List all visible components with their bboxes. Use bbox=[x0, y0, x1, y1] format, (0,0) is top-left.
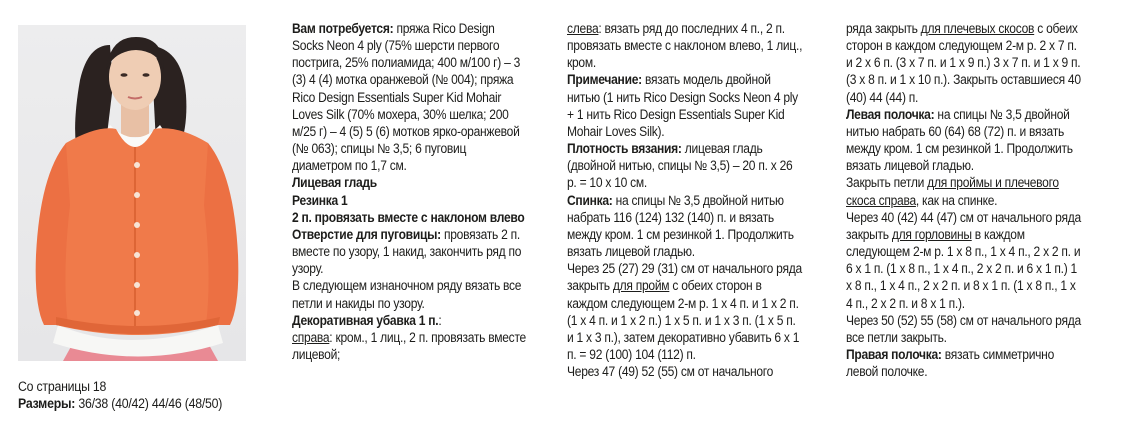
right-front-paragraph: Правая полочка: вязать симметрично левой полочке. bbox=[846, 346, 1054, 380]
close-stitches-paragraph: Закрыть петли для проймы и плечевого скоса справа, как на спинке. bbox=[846, 175, 1059, 208]
photo-caption bbox=[18, 378, 248, 412]
stockinette-heading: Лицевая гладь bbox=[292, 175, 377, 191]
note-paragraph: Примечание: вязать модель двойной нитью (1 нить Rico Design Socks Neon 4 ply + 1 нить Rico Design Essentials Super Kid Mohair Loves Silk). bbox=[567, 72, 798, 139]
sizes-line bbox=[18, 395, 248, 412]
text-column-3 bbox=[846, 20, 1082, 380]
shoulder-paragraph: ряда закрыть для плечевых скосов с обеих сторон в каждом следующем 2-м р. 2 х 7 п. и 2 х 6 п. (3 х 7 п. и 1 х 9 п.) 3 х 7 п. и 1 х 9 п. (3 х 8 п. и 1 х 10 п.). Закрыть оставшиеся 40 (40) 44 (44) п. bbox=[846, 21, 1081, 105]
materials-label: Вам потребуется: bbox=[292, 21, 394, 36]
sizes-label: Размеры: bbox=[18, 396, 76, 411]
text-column-2 bbox=[567, 20, 803, 380]
decrease-heading: Декоративная убавка 1 п.: bbox=[292, 312, 442, 328]
shoulder-start-paragraph: Через 47 (49) 52 (55) см от начального bbox=[567, 364, 774, 380]
model-illustration bbox=[18, 25, 246, 361]
neckline-paragraph: Через 40 (42) 44 (47) см от начального ряда закрыть для горловины в каждом следующем 2-м р. 1 х 8 п., 1 х 4 п., 2 х 2 п. и 6 х 1 п. (1 х 8 п., 1 х 4 п., 2 х 2 п. и 6 х 1 п.) 1 х 8 п., 1 х 4 п., 2 х 2 п. и 8 х 1 п. (1 х 8 п., 1 х 4 п., 2 х 2 п. и 8 х 1 п.). bbox=[846, 209, 1081, 311]
gauge-paragraph: Плотность вязания: лицевая гладь (двойной нитью, спицы № 3,5) – 20 п. х 26 р. = 10 х 10 см. bbox=[567, 141, 793, 191]
buttonhole-paragraph: Отверстие для пуговицы: провязать 2 п. вместе по узору, 1 накид, закончить ряд по узору. bbox=[292, 226, 522, 277]
decrease-left-paragraph: слева: вязать ряд до последних 4 п., 2 п. провязать вместе с наклоном влево, 1 лиц., кром. bbox=[567, 21, 803, 71]
sizes-value: 36/38 (40/42) 44/46 (48/50) bbox=[75, 396, 223, 411]
text-column-1 bbox=[292, 20, 528, 363]
model-photo bbox=[18, 25, 246, 361]
decrease-right-paragraph: справа: кром., 1 лиц., 2 п. провязать вместе лицевой; bbox=[292, 329, 526, 362]
next-row-paragraph: В следующем изнаночном ряду вязать все петли и накиды по узору. bbox=[292, 278, 522, 311]
bind-off-paragraph: Через 50 (52) 55 (58) см от начального ряда все петли закрыть. bbox=[846, 312, 1081, 345]
armhole-paragraph: Через 25 (27) 29 (31) см от начального ряда закрыть для пройм с обеих сторон в каждом следующем 2-м р. 1 х 4 п. и 1 х 2 п. (1 х 4 п. и 1 х 2 п.) 1 х 5 п. и 1 х 3 п. (1 х 5 п. и 1 х 3 п.), затем декоративно убавить 6 х 1 п. = 92 (100) 104 (112) п. bbox=[567, 261, 802, 362]
left-front-paragraph: Левая полочка: на спицы № 3,5 двойной нитью набрать 60 (64) 68 (72) п. и вязать между кром. 1 см резинкой 1. Продолжить вязать лицевой гладью. bbox=[846, 106, 1073, 174]
rib-heading: Резинка 1 bbox=[292, 192, 348, 208]
source-page: Со страницы 18 bbox=[18, 379, 107, 394]
materials-paragraph: Вам потребуется: пряжа Rico Design Socks Neon 4 ply (75% шерсти первого пострига, 25% полиамида; 400 м/100 г) – 3 (3) 4 (4) мотка оранжевой (№ 004); пряжа Rico Design Essentials Super Kid Mohair Loves Silk (70% мохера, 30% шелка; 200 м/25 г) – 4 (5) 5 (6) мотков ярко-оранжевой (№ 063); спицы № 3,5; 6 пуговиц диаметром по 1,7 см. bbox=[292, 21, 521, 174]
k2tog-heading: 2 п. провязать вместе с наклоном влево bbox=[292, 209, 525, 225]
back-paragraph: Спинка: на спицы № 3,5 двойной нитью набрать 116 (124) 132 (140) п. и вязать между кром. 1 см резинкой 1. Продолжить вязать лицевой гладью. bbox=[567, 192, 794, 260]
